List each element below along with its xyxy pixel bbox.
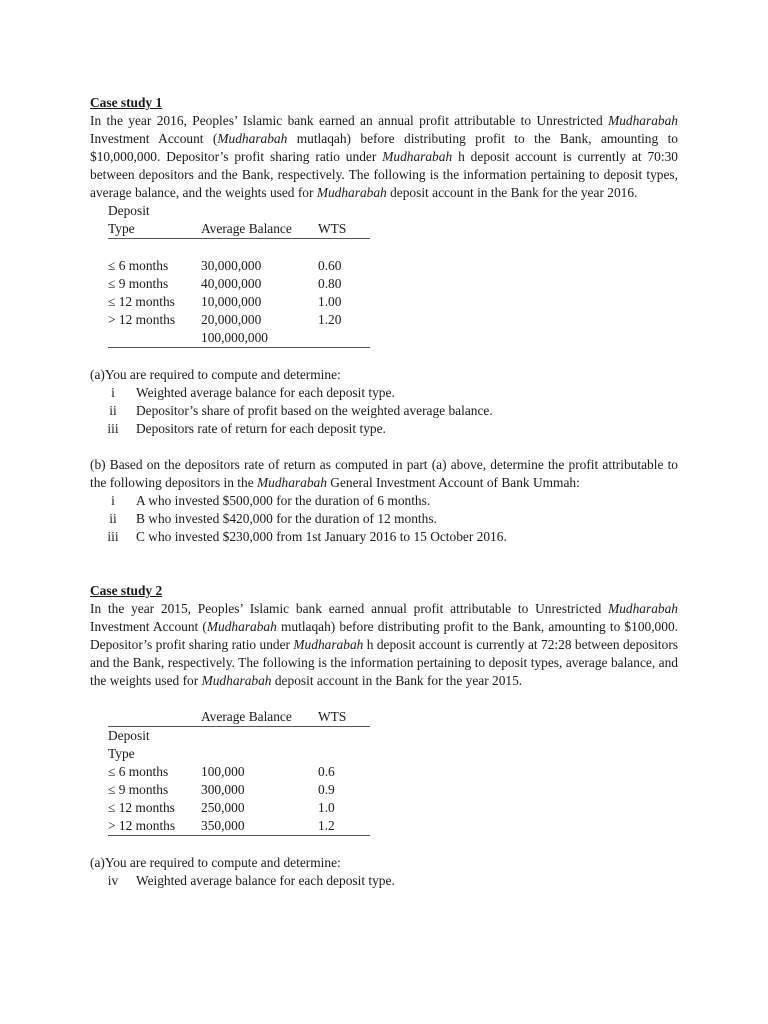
- table-header-type: Type: [108, 220, 201, 239]
- italic-term: Mudharabah: [293, 637, 364, 652]
- text-run: mutlaqah) before distributing profit to the Bank, amounting to $100,000. Depositor’s profit sharing ratio under: [90, 619, 678, 652]
- row-wts: 0.9: [318, 782, 335, 797]
- table-header-deposit: Deposit: [108, 203, 150, 218]
- row-balance: 30,000,000: [201, 258, 262, 273]
- row-type: ≤ 6 months: [108, 258, 169, 273]
- text-run: deposit account in the Bank for the year 2016.: [386, 185, 638, 200]
- italic-term: Mudharabah: [257, 475, 327, 490]
- case-1-paragraph: [90, 112, 678, 202]
- row-balance: 300,000: [201, 782, 245, 797]
- case-1-question-a: (a)You are required to compute and determine:: [90, 367, 341, 382]
- italic-term: Mudharabah: [217, 131, 288, 146]
- case-2-question-a: (a)You are required to compute and determine:: [90, 855, 341, 870]
- table-row: [108, 799, 370, 817]
- table-header-balance: Average Balance: [201, 708, 318, 727]
- list-item: [90, 492, 678, 510]
- text-run: Investment Account (: [90, 619, 207, 634]
- item-text: A who invested $500,000 for the duration of 6 months.: [136, 493, 431, 508]
- row-wts: 1.00: [318, 294, 342, 309]
- table-header-balance: Average Balance: [201, 220, 318, 239]
- table-row: [108, 817, 370, 836]
- list-item: [90, 402, 678, 420]
- row-wts: 0.6: [318, 764, 335, 779]
- item-text: Depositor’s share of profit based on the weighted average balance.: [136, 403, 493, 418]
- row-type: ≤ 12 months: [108, 294, 175, 309]
- row-balance: 20,000,000: [201, 312, 262, 327]
- item-number: iii: [107, 529, 119, 544]
- item-text: B who invested $420,000 for the duration of 12 months.: [136, 511, 437, 526]
- item-number: iv: [107, 873, 119, 888]
- row-type: ≤ 9 months: [108, 276, 169, 291]
- italic-term: Mudharabah: [206, 619, 277, 634]
- item-text: Depositors rate of return for each deposit type.: [136, 421, 386, 436]
- table-row: [108, 763, 370, 781]
- row-balance: 100,000: [201, 764, 245, 779]
- item-text: Weighted average balance for each deposit type.: [136, 873, 395, 888]
- item-number: ii: [109, 403, 117, 418]
- table-total: 100,000,000: [201, 329, 318, 348]
- table-row: [108, 257, 370, 275]
- table-header-deposit: Deposit: [108, 728, 150, 743]
- row-wts: 1.20: [318, 312, 342, 327]
- item-text: C who invested $230,000 from 1st January 2016 to 15 October 2016.: [136, 529, 507, 544]
- text-run: h deposit account is currently at 70:30 between depositors and the Bank, respectively. The following is the information pertaining to deposit types, average balance, and the weights used for: [90, 149, 678, 200]
- table-row: [108, 275, 370, 293]
- row-wts: 1.2: [318, 817, 370, 836]
- item-number: ii: [109, 511, 117, 526]
- row-balance: 10,000,000: [201, 294, 262, 309]
- row-type: ≤ 9 months: [108, 782, 169, 797]
- case-1-question-b: [90, 456, 678, 492]
- row-balance: 350,000: [201, 817, 318, 836]
- text-run: In the year 2016, Peoples’ Islamic bank earned an annual profit attributable to Unrestricted: [90, 113, 609, 128]
- text-run: mutlaqah) before distributing profit to the Bank, amounting to $10,000,000. Depositor’s profit sharing ratio under: [90, 131, 678, 164]
- row-type: ≤ 6 months: [108, 764, 169, 779]
- list-item: [90, 510, 678, 528]
- italic-term: Mudharabah: [608, 113, 678, 128]
- italic-term: Mudharabah: [608, 601, 678, 616]
- row-type: > 12 months: [108, 817, 201, 836]
- list-item: [90, 384, 678, 402]
- table-row: [108, 293, 370, 311]
- list-item: [90, 420, 678, 438]
- item-number: i: [111, 493, 115, 508]
- table-header-wts: WTS: [318, 708, 370, 727]
- case-study-1: [90, 94, 678, 546]
- row-wts: 0.60: [318, 258, 342, 273]
- case-2-heading: Case study 2: [90, 583, 163, 598]
- table-header-type: Type: [108, 746, 135, 761]
- row-type: ≤ 12 months: [108, 800, 175, 815]
- document-page: [90, 94, 678, 890]
- list-item: [90, 872, 678, 890]
- row-balance: 40,000,000: [201, 276, 262, 291]
- text-run: In the year 2015, Peoples’ Islamic bank earned annual profit attributable to Unrestricted: [90, 601, 609, 616]
- text-run: General Investment Account of Bank Ummah:: [326, 475, 580, 490]
- table-row: [108, 781, 370, 799]
- text-run: Investment Account (: [90, 131, 218, 146]
- item-number: i: [111, 385, 115, 400]
- table-row: [108, 311, 370, 329]
- case-2-deposit-table: [108, 708, 370, 836]
- item-number: iii: [107, 421, 119, 436]
- row-wts: 1.0: [318, 800, 335, 815]
- row-type: > 12 months: [108, 312, 176, 327]
- text-run: (b) Based on the depositors rate of return as computed in part (a) above, determine the profit attributable to the following depositors in the: [90, 457, 678, 490]
- text-run: deposit account in the Bank for the year 2015.: [271, 673, 523, 688]
- row-wts: 0.80: [318, 276, 342, 291]
- case-1-heading: Case study 1: [90, 95, 163, 110]
- table-header-wts: WTS: [318, 220, 370, 239]
- list-item: [90, 528, 678, 546]
- text-run: h deposit account is currently at 72:28 between depositors and the Bank, respectively. The following is the information pertaining to deposit types, average balance, and the weights used for: [90, 637, 678, 688]
- italic-term: Mudharabah: [382, 149, 453, 164]
- case-2-paragraph: [90, 600, 678, 690]
- item-text: Weighted average balance for each deposit type.: [136, 385, 395, 400]
- italic-term: Mudharabah: [316, 185, 387, 200]
- case-1-deposit-table: [108, 202, 370, 348]
- italic-term: Mudharabah: [201, 673, 272, 688]
- case-study-2: [90, 582, 678, 890]
- row-balance: 250,000: [201, 800, 245, 815]
